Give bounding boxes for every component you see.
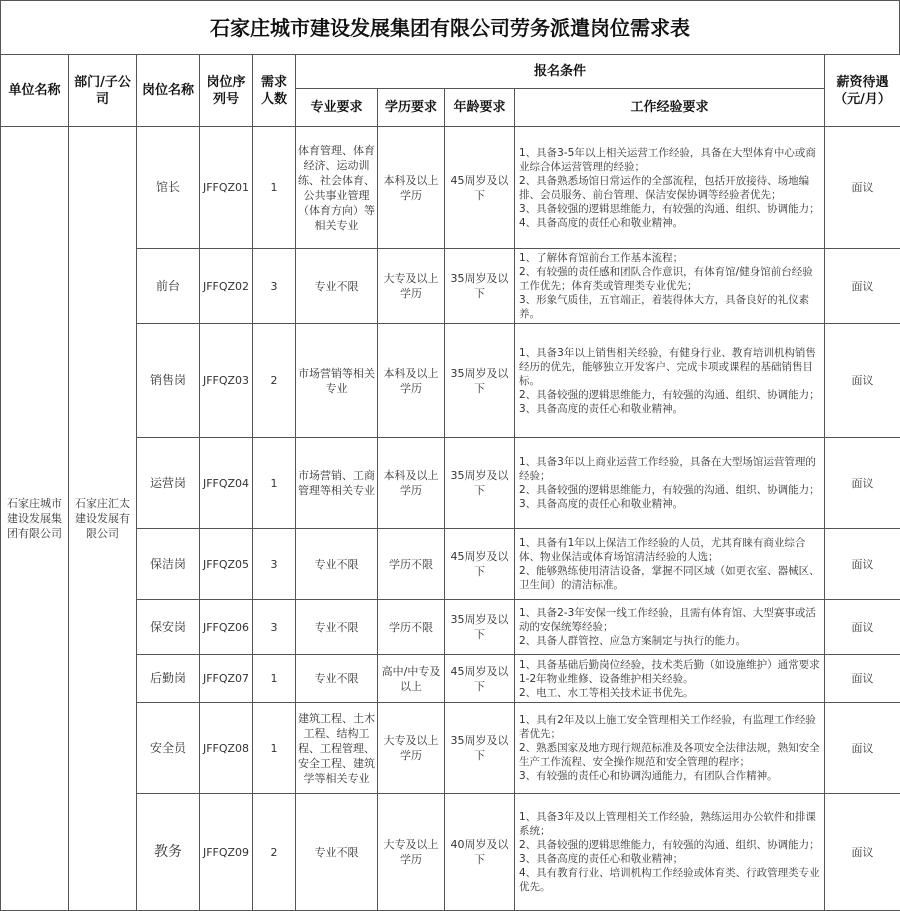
education-cell: 本科及以上学历 <box>378 438 445 529</box>
age-cell: 40周岁及以下 <box>445 794 515 911</box>
education-cell: 本科及以上学历 <box>378 127 445 249</box>
page-title: 石家庄城市建设发展集团有限公司劳务派遣岗位需求表 <box>0 0 900 54</box>
major-cell: 体育管理、体育经济、运动训练、社会体育、公共事业管理（体育方向）等相关专业 <box>296 127 378 249</box>
experience-item: 3、具备高度的责任心和敬业精神。 <box>519 402 820 416</box>
post-code-cell: JFFQZ01 <box>200 127 253 249</box>
experience-cell <box>515 655 825 703</box>
post-name-cell: 安全员 <box>137 703 200 794</box>
headcount-cell: 1 <box>253 655 296 703</box>
experience-item: 3、形象气质佳，五官端正，着装得体大方，具备良好的礼仪素养。 <box>519 293 820 321</box>
requirements-table <box>0 54 900 911</box>
post-code-cell: JFFQZ04 <box>200 438 253 529</box>
experience-item: 2、熟悉国家及地方现行规范标准及各项安全法律法规，熟知安全生产工作流程、安全操作规范和安全管理的程序； <box>519 741 820 769</box>
experience-item: 3、具备高度的责任心和敬业精神。 <box>519 497 820 511</box>
age-cell: 35周岁及以下 <box>445 324 515 438</box>
major-cell: 专业不限 <box>296 249 378 324</box>
education-cell: 大专及以上学历 <box>378 249 445 324</box>
table-row <box>1 127 900 249</box>
dept-name-cell: 石家庄汇太建设发展有限公司 <box>69 127 137 911</box>
age-cell: 35周岁及以下 <box>445 703 515 794</box>
major-cell: 建筑工程、土木工程、结构工程、工程管理、安全工程、建筑学等相关专业 <box>296 703 378 794</box>
experience-cell <box>515 529 825 600</box>
experience-item: 4、具备高度的责任心和敬业精神。 <box>519 216 820 230</box>
experience-cell <box>515 600 825 655</box>
post-name-cell: 前台 <box>137 249 200 324</box>
post-name-cell: 销售岗 <box>137 324 200 438</box>
header-salary: 薪资待遇（元/月） <box>825 55 900 127</box>
major-cell: 专业不限 <box>296 600 378 655</box>
headcount-cell: 1 <box>253 438 296 529</box>
education-cell: 大专及以上学历 <box>378 794 445 911</box>
salary-cell: 面议 <box>825 794 900 911</box>
experience-item: 1、具备3年以上销售相关经验，有健身行业、教育培训机构销售经历的优先，能够独立开发客户、完成卡项或课程的基础销售目标。 <box>519 346 820 388</box>
experience-item: 1、具备3年及以上管理相关工作经验，熟练运用办公软件和排课系统； <box>519 810 820 838</box>
major-cell: 市场营销、工商管理等相关专业 <box>296 438 378 529</box>
experience-item: 4、具有教育行业、培训机构工作经验或体育类、行政管理类专业优先。 <box>519 866 820 894</box>
education-cell: 学历不限 <box>378 529 445 600</box>
major-cell: 专业不限 <box>296 655 378 703</box>
education-cell: 大专及以上学历 <box>378 703 445 794</box>
education-cell: 学历不限 <box>378 600 445 655</box>
post-name-cell: 馆长 <box>137 127 200 249</box>
post-name-cell: 保洁岗 <box>137 529 200 600</box>
salary-cell: 面议 <box>825 324 900 438</box>
post-code-cell: JFFQZ02 <box>200 249 253 324</box>
experience-item: 2、具备较强的逻辑思维能力，有较强的沟通、组织、协调能力； <box>519 388 820 402</box>
education-cell: 高中/中专及以上 <box>378 655 445 703</box>
experience-item: 1、具备3年以上商业运营工作经验，具备在大型场馆运营管理的经验； <box>519 455 820 483</box>
experience-item: 3、具备高度的责任心和敬业精神； <box>519 852 820 866</box>
post-code-cell: JFFQZ09 <box>200 794 253 911</box>
salary-cell: 面议 <box>825 249 900 324</box>
header-dept: 部门/子公司 <box>69 55 137 127</box>
education-cell: 本科及以上学历 <box>378 324 445 438</box>
salary-cell: 面议 <box>825 529 900 600</box>
experience-item: 1、了解体育馆前台工作基本流程； <box>519 251 820 265</box>
post-code-cell: JFFQZ08 <box>200 703 253 794</box>
salary-cell: 面议 <box>825 438 900 529</box>
experience-item: 2、能够熟练使用清洁设备，掌握不同区域（如更衣室、器械区、卫生间）的清洁标准。 <box>519 564 820 592</box>
experience-cell <box>515 324 825 438</box>
experience-item: 2、电工、水工等相关技术证书优先。 <box>519 686 820 700</box>
experience-cell <box>515 249 825 324</box>
experience-item: 1、具备2-3年安保一线工作经验，且需有体育馆、大型赛事或活动的安保统筹经验； <box>519 606 820 634</box>
experience-item: 2、有较强的责任感和团队合作意识，有体育馆/健身馆前台经验工作优先；体育类或管理类专业优先； <box>519 265 820 293</box>
header-major: 专业要求 <box>296 89 378 127</box>
headcount-cell: 2 <box>253 794 296 911</box>
post-code-cell: JFFQZ05 <box>200 529 253 600</box>
salary-cell: 面议 <box>825 655 900 703</box>
experience-cell <box>515 794 825 911</box>
headcount-cell: 3 <box>253 600 296 655</box>
major-cell: 市场营销等相关专业 <box>296 324 378 438</box>
headcount-cell: 3 <box>253 529 296 600</box>
experience-cell <box>515 438 825 529</box>
header-conditions: 报名条件 <box>296 55 825 89</box>
age-cell: 35周岁及以下 <box>445 600 515 655</box>
header-experience: 工作经验要求 <box>515 89 825 127</box>
age-cell: 35周岁及以下 <box>445 249 515 324</box>
header-post: 岗位名称 <box>137 55 200 127</box>
major-cell: 专业不限 <box>296 529 378 600</box>
headcount-cell: 1 <box>253 703 296 794</box>
experience-item: 2、具备较强的逻辑思维能力，有较强的沟通、组织、协调能力； <box>519 483 820 497</box>
post-name-cell: 教务 <box>137 794 200 911</box>
header-unit: 单位名称 <box>1 55 69 127</box>
age-cell: 45周岁及以下 <box>445 655 515 703</box>
header-code: 岗位序列号 <box>200 55 253 127</box>
salary-cell: 面议 <box>825 127 900 249</box>
header-age: 年龄要求 <box>445 89 515 127</box>
experience-item: 1、具备基础后勤岗位经验，技术类后勤（如设施维护）通常要求1-2年物业维修、设备维护相关经验。 <box>519 658 820 686</box>
headcount-cell: 1 <box>253 127 296 249</box>
headcount-cell: 2 <box>253 324 296 438</box>
age-cell: 45周岁及以下 <box>445 127 515 249</box>
salary-cell: 面议 <box>825 703 900 794</box>
post-code-cell: JFFQZ06 <box>200 600 253 655</box>
header-count: 需求人数 <box>253 55 296 127</box>
experience-item: 2、具备人群管控、应急方案制定与执行的能力。 <box>519 634 820 648</box>
header-education: 学历要求 <box>378 89 445 127</box>
major-cell: 专业不限 <box>296 794 378 911</box>
post-name-cell: 保安岗 <box>137 600 200 655</box>
experience-item: 3、具备较强的逻辑思维能力，有较强的沟通、组织、协调能力； <box>519 202 820 216</box>
experience-item: 1、具有2年及以上施工安全管理相关工作经验，有监理工作经验者优先； <box>519 713 820 741</box>
salary-cell: 面议 <box>825 600 900 655</box>
post-code-cell: JFFQZ03 <box>200 324 253 438</box>
experience-item: 2、具备较强的逻辑思维能力，有较强的沟通、组织、协调能力； <box>519 838 820 852</box>
experience-cell <box>515 127 825 249</box>
experience-item: 2、具备熟悉场馆日常运作的全部流程，包括开放接待、场地编排、会员服务、前台管理、保洁安保协调等经验者优先； <box>519 174 820 202</box>
post-code-cell: JFFQZ07 <box>200 655 253 703</box>
headcount-cell: 3 <box>253 249 296 324</box>
age-cell: 35周岁及以下 <box>445 438 515 529</box>
post-name-cell: 后勤岗 <box>137 655 200 703</box>
unit-name-cell: 石家庄城市建设发展集团有限公司 <box>1 127 69 911</box>
experience-cell <box>515 703 825 794</box>
experience-item: 3、有较强的责任心和协调沟通能力，有团队合作精神。 <box>519 769 820 783</box>
experience-item: 1、具备有1年以上保洁工作经验的人员，尤其育睐有商业综合体、物业保洁或体育场馆清洁经验的人选； <box>519 536 820 564</box>
experience-item: 1、具备3-5年以上相关运营工作经验，具备在大型体育中心或商业综合体运营管理的经验； <box>519 146 820 174</box>
age-cell: 45周岁及以下 <box>445 529 515 600</box>
post-name-cell: 运营岗 <box>137 438 200 529</box>
